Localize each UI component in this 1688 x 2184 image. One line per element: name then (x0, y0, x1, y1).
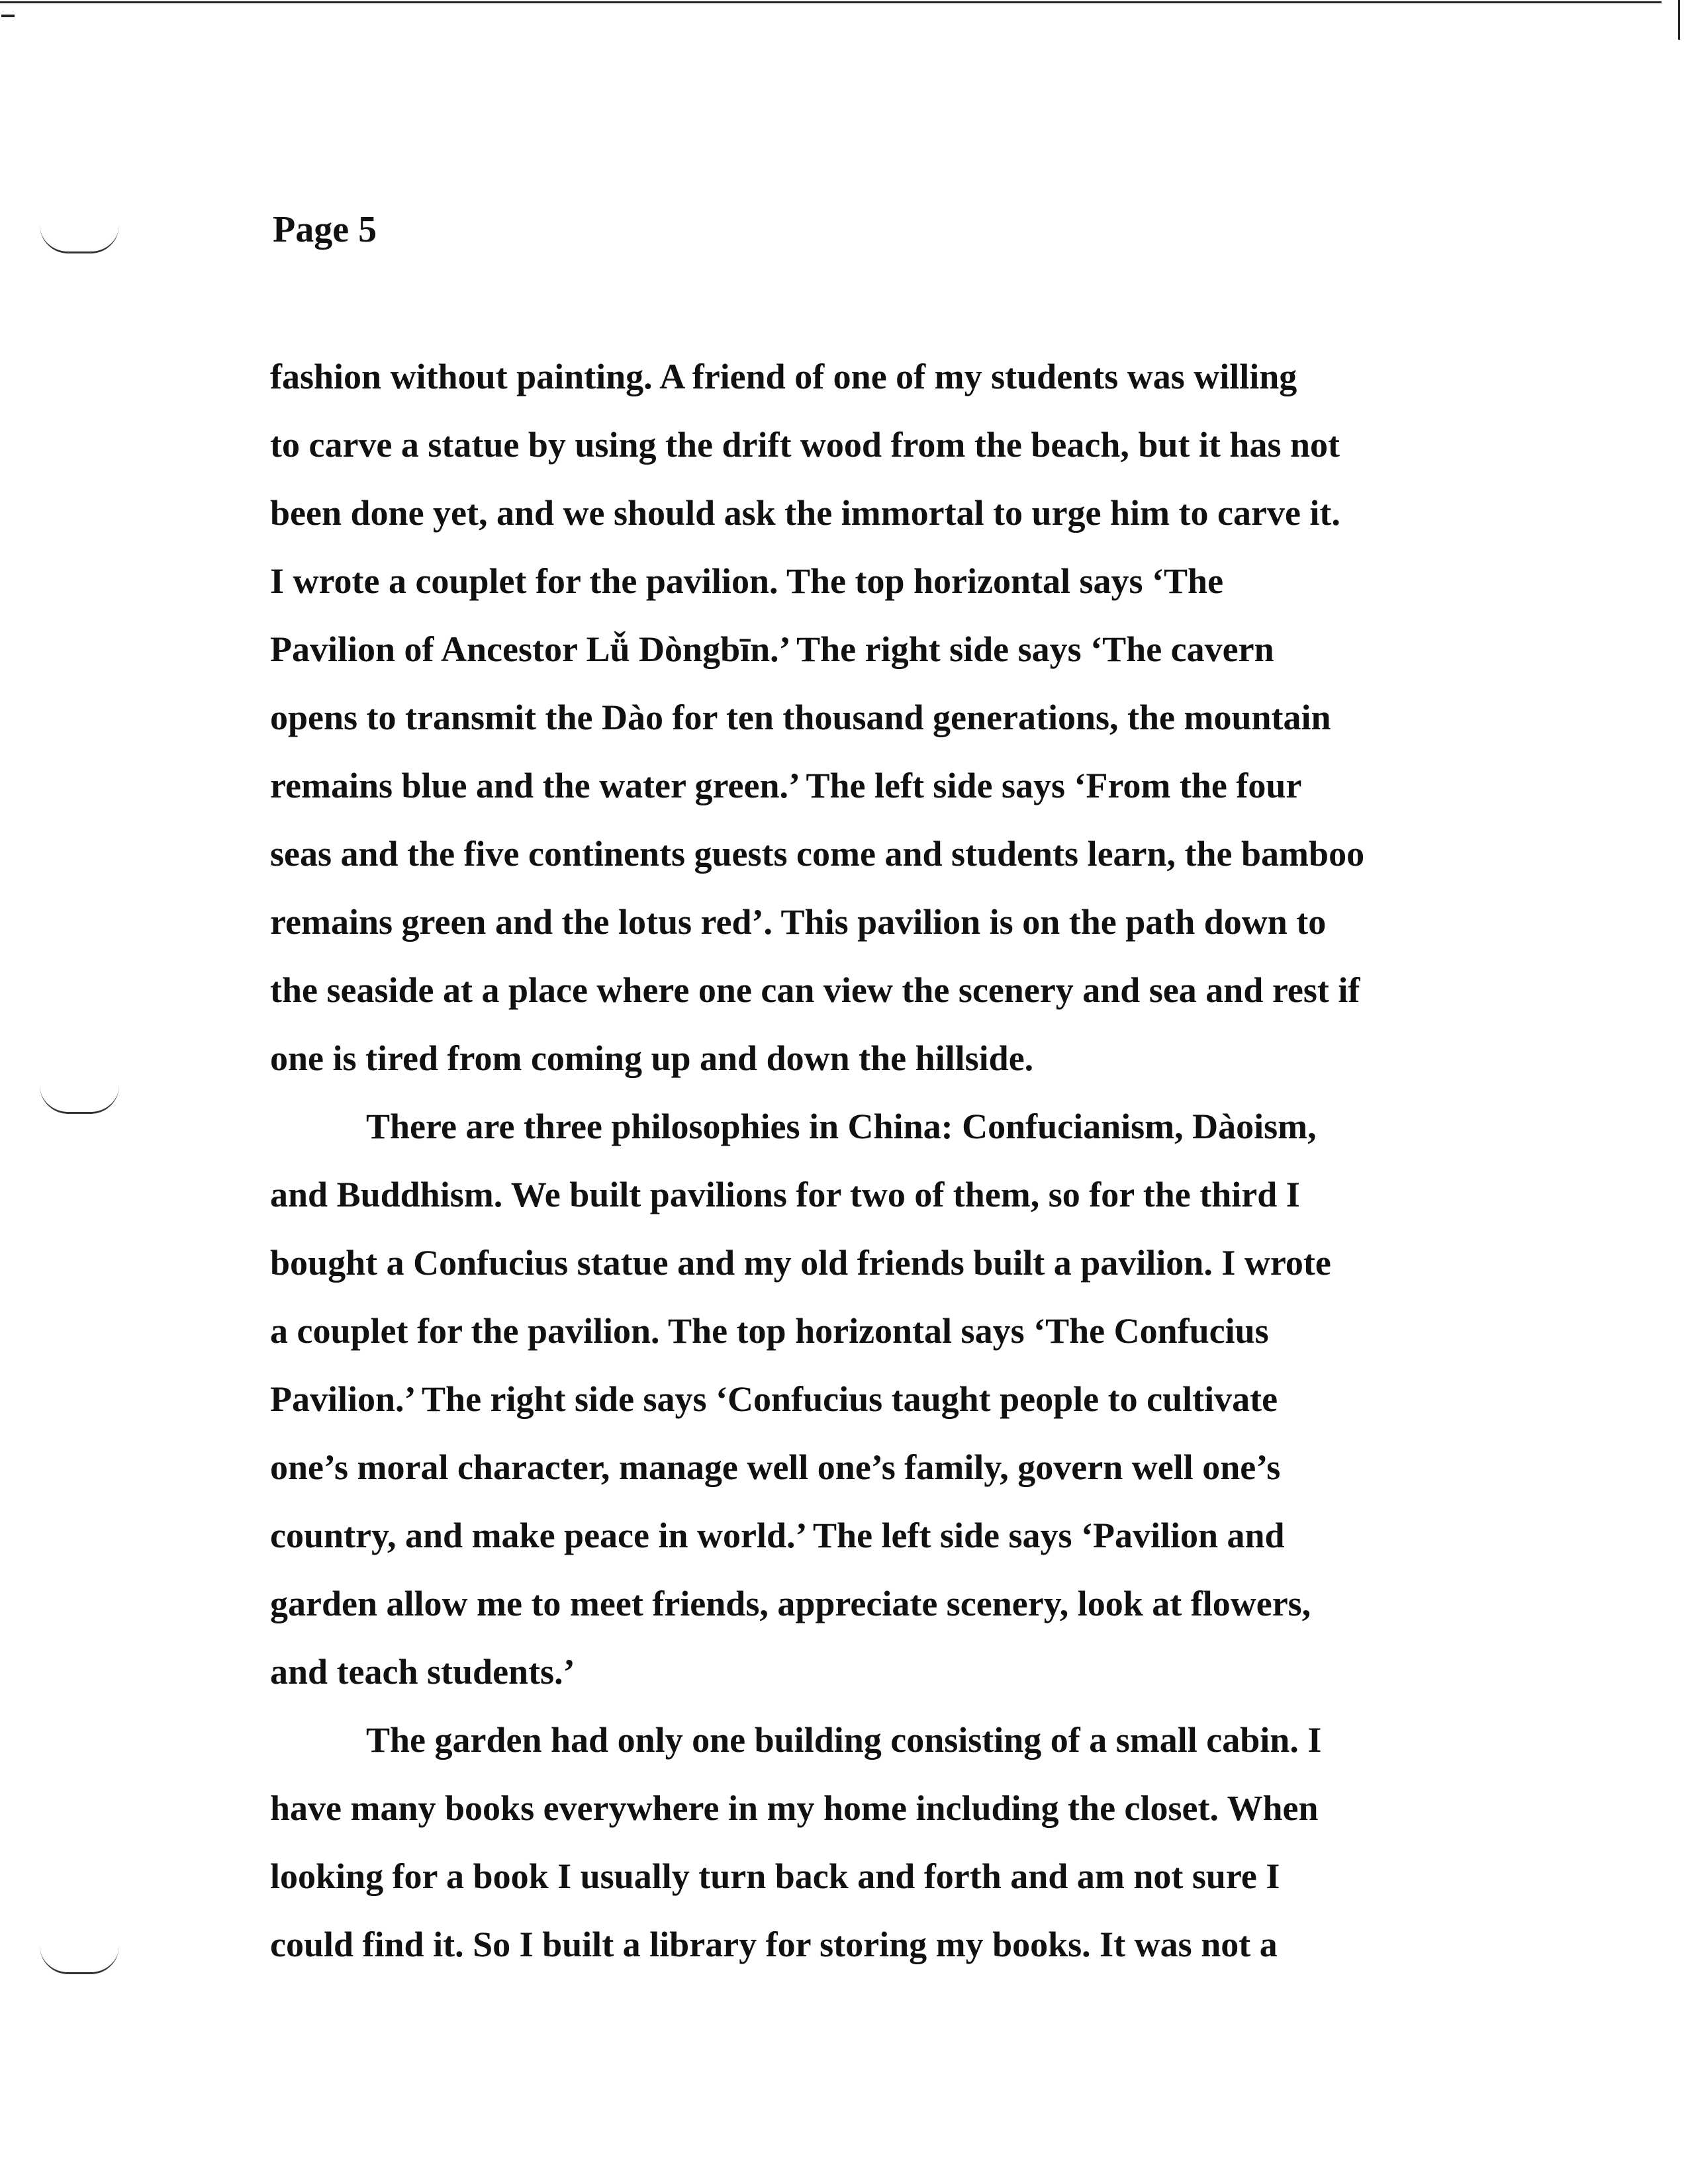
text-line: country, and make peace in world.’ The left side says ‘Pavilion and (270, 1516, 1285, 1555)
text-line: remains blue and the water green.’ The left side says ‘From the four (270, 766, 1302, 805)
text-line: seas and the five continents guests come and students learn, the bamboo (270, 834, 1365, 874)
page-number: Page 5 (273, 209, 377, 250)
text-line: There are three philosophies in China: Confucianism, Dàoism, (366, 1107, 1317, 1146)
text-line: Pavilion of Ancestor Lǚ Dòngbīn.’ The right side says ‘The cavern (270, 629, 1274, 669)
scan-edge-top (0, 1, 1662, 3)
text-line: opens to transmit the Dào for ten thousand generations, the mountain (270, 698, 1331, 737)
text-line: I wrote a couplet for the pavilion. The top horizontal says ‘The (270, 561, 1224, 601)
text-line: The garden had only one building consisting of a small cabin. I (366, 1720, 1322, 1760)
text-line: Pavilion.’ The right side says ‘Confucius taught people to cultivate (270, 1379, 1278, 1419)
text-line: and Buddhism. We built pavilions for two of them, so for the third I (270, 1175, 1300, 1214)
text-line: could find it. So I built a library for storing my books. It was not a (270, 1925, 1278, 1964)
text-line: to carve a statue by using the drift wood from the beach, but it has not (270, 425, 1340, 465)
scan-edge-right (1678, 0, 1680, 40)
text-line: one is tired from coming up and down the hillside. (270, 1038, 1034, 1078)
text-line: garden allow me to meet friends, appreciate scenery, look at flowers, (270, 1584, 1311, 1623)
text-line: a couplet for the pavilion. The top horizontal says ‘The Confucius (270, 1311, 1269, 1351)
text-line: been done yet, and we should ask the immortal to urge him to carve it. (270, 493, 1340, 533)
punch-hole-mark (40, 1085, 119, 1114)
punch-hole-mark (40, 1946, 119, 1974)
text-line: bought a Confucius statue and my old friends built a pavilion. I wrote (270, 1243, 1331, 1283)
text-line: looking for a book I usually turn back and forth and am not sure I (270, 1856, 1280, 1896)
text-line: one’s moral character, manage well one’s family, govern well one’s (270, 1447, 1281, 1487)
text-line: remains green and the lotus red’. This pavilion is on the path down to (270, 902, 1327, 942)
text-line: and teach students.’ (270, 1652, 575, 1692)
punch-hole-mark (40, 225, 119, 253)
scan-mark (1, 15, 15, 17)
text-line: the seaside at a place where one can view the scenery and sea and rest if (270, 970, 1360, 1010)
text-line: fashion without painting. A friend of one of my students was willing (270, 357, 1297, 396)
text-line: have many books everywhere in my home including the closet. When (270, 1788, 1319, 1828)
